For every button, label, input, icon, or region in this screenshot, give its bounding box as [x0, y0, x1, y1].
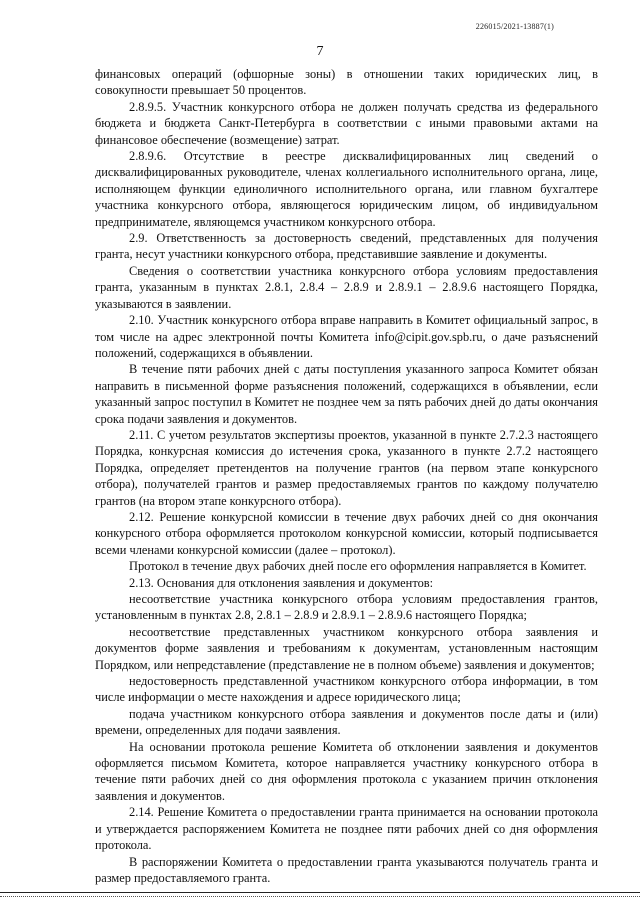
paragraph: подача участником конкурсного отбора заявления и документов после даты и (или) времени, определенных для подачи заявления. [95, 706, 598, 738]
paragraph: Сведения о соответствии участника конкурсного отбора условиям предоставления гранта, указанным в пунктах 2.8.1, 2.8.4 – 2.8.9 и 2.8.9.1 – 2.8.9.6 настоящего Порядка, указываются в заявлении. [95, 263, 598, 311]
paragraph: На основании протокола решение Комитета об отклонении заявления и документов оформляется письмом Комитета, которое направляется участнику конкурсного отбора в течение пяти рабочих дней со дня оформления протокола с указанием причин отклонения заявления и документов. [95, 739, 598, 803]
paragraph: 2.13. Основания для отклонения заявления и документов: [129, 575, 434, 590]
document-number: 226015/2021-13887(1) [475, 22, 554, 31]
paragraph: 2.11. С учетом результатов экспертизы проектов, указанной в пункте 2.7.2.3 настоящего Порядка, конкурсная комиссия до истечения срока, указанного в пункте 2.7.2 настоящего Порядка, определяет претендентов на получение грантов (на первом этапе конкурсного отбора), получателей грантов и размер предоставляемых грантов по каждому получателю грантов (на втором этапе конкурсного отбора). [95, 427, 598, 508]
paragraph: 2.8.9.5. Участник конкурсного отбора не должен получать средства из федерального бюджета и бюджета Санкт-Петербурга в соответствии с иными правовыми актами на финансовое обеспечение (возмещение) затрат. [95, 99, 598, 147]
paragraph: финансовых операций (офшорные зоны) в отношении таких юридических лиц, в совокупности превышает 50 процентов. [95, 67, 598, 98]
paragraph: В распоряжении Комитета о предоставлении гранта указываются получатель гранта и размер предоставляемого гранта. [95, 854, 598, 885]
bottom-border-line [0, 892, 640, 893]
paragraph: 2.8.9.6. Отсутствие в реестре дисквалифицированных лиц сведений о дисквалифицированных руководителе, членах коллегиального исполнительного органа, лице, исполняющем функции единоличного исполнительного органа, или главном бухгалтере участника конкурсного отбора, являющегося юридическим лицом, об индивидуальном предпринимателе, являющемся участником конкурсного отбора. [95, 149, 598, 229]
paragraph: несоответствие представленных участником конкурсного отбора заявления и документов форме заявления и требованиям к документам, установленным настоящим Порядком, или непредставление (представление не в полном объеме) заявления и документов; [95, 624, 598, 672]
document-body [95, 66, 598, 886]
paragraph: В течение пяти рабочих дней с даты поступления указанного запроса Комитет обязан направить в письменной форме разъяснения положений, содержащихся в объявлении, если указанный запрос поступил в Комитет не позднее чем за пять рабочих дней до даты окончания срока подачи заявления и документов. [95, 362, 598, 426]
page-number: 7 [316, 44, 324, 59]
bottom-scan-edge [0, 896, 640, 897]
paragraph: 2.10. Участник конкурсного отбора вправе направить в Комитет официальный запрос, в том числе на адрес электронной почты Комитета info@cipit.gov.spb.ru, о даче разъяснений положений, содержащихся в объявлении. [95, 313, 598, 360]
paragraph: недостоверность представленной участником конкурсного отбора информации, в том числе информации о месте нахождения и адресе юридического лица; [95, 674, 598, 705]
paragraph: 2.12. Решение конкурсной комиссии в течение двух рабочих дней со дня окончания конкурсного отбора оформляется протоколом конкурсной комиссии, который подписывается всеми членами конкурсной комиссии (далее – протокол). [95, 509, 598, 557]
paragraph: несоответствие участника конкурсного отбора условиям предоставления грантов, установленным в пунктах 2.8, 2.8.1 – 2.8.9 и 2.8.9.1 – 2.8.9.6 настоящего Порядка; [95, 592, 598, 623]
paragraph: 2.14. Решение Комитета о предоставлении гранта принимается на основании протокола и утверждается распоряжением Комитета не позднее пяти рабочих дней со дня оформления протокола. [95, 805, 598, 853]
paragraph: 2.9. Ответственность за достоверность сведений, представленных для получения гранта, несут участники конкурсного отбора, представившие заявление и документы. [95, 231, 598, 262]
paragraph: Протокол в течение двух рабочих дней после его оформления направляется в Комитет. [129, 559, 587, 574]
